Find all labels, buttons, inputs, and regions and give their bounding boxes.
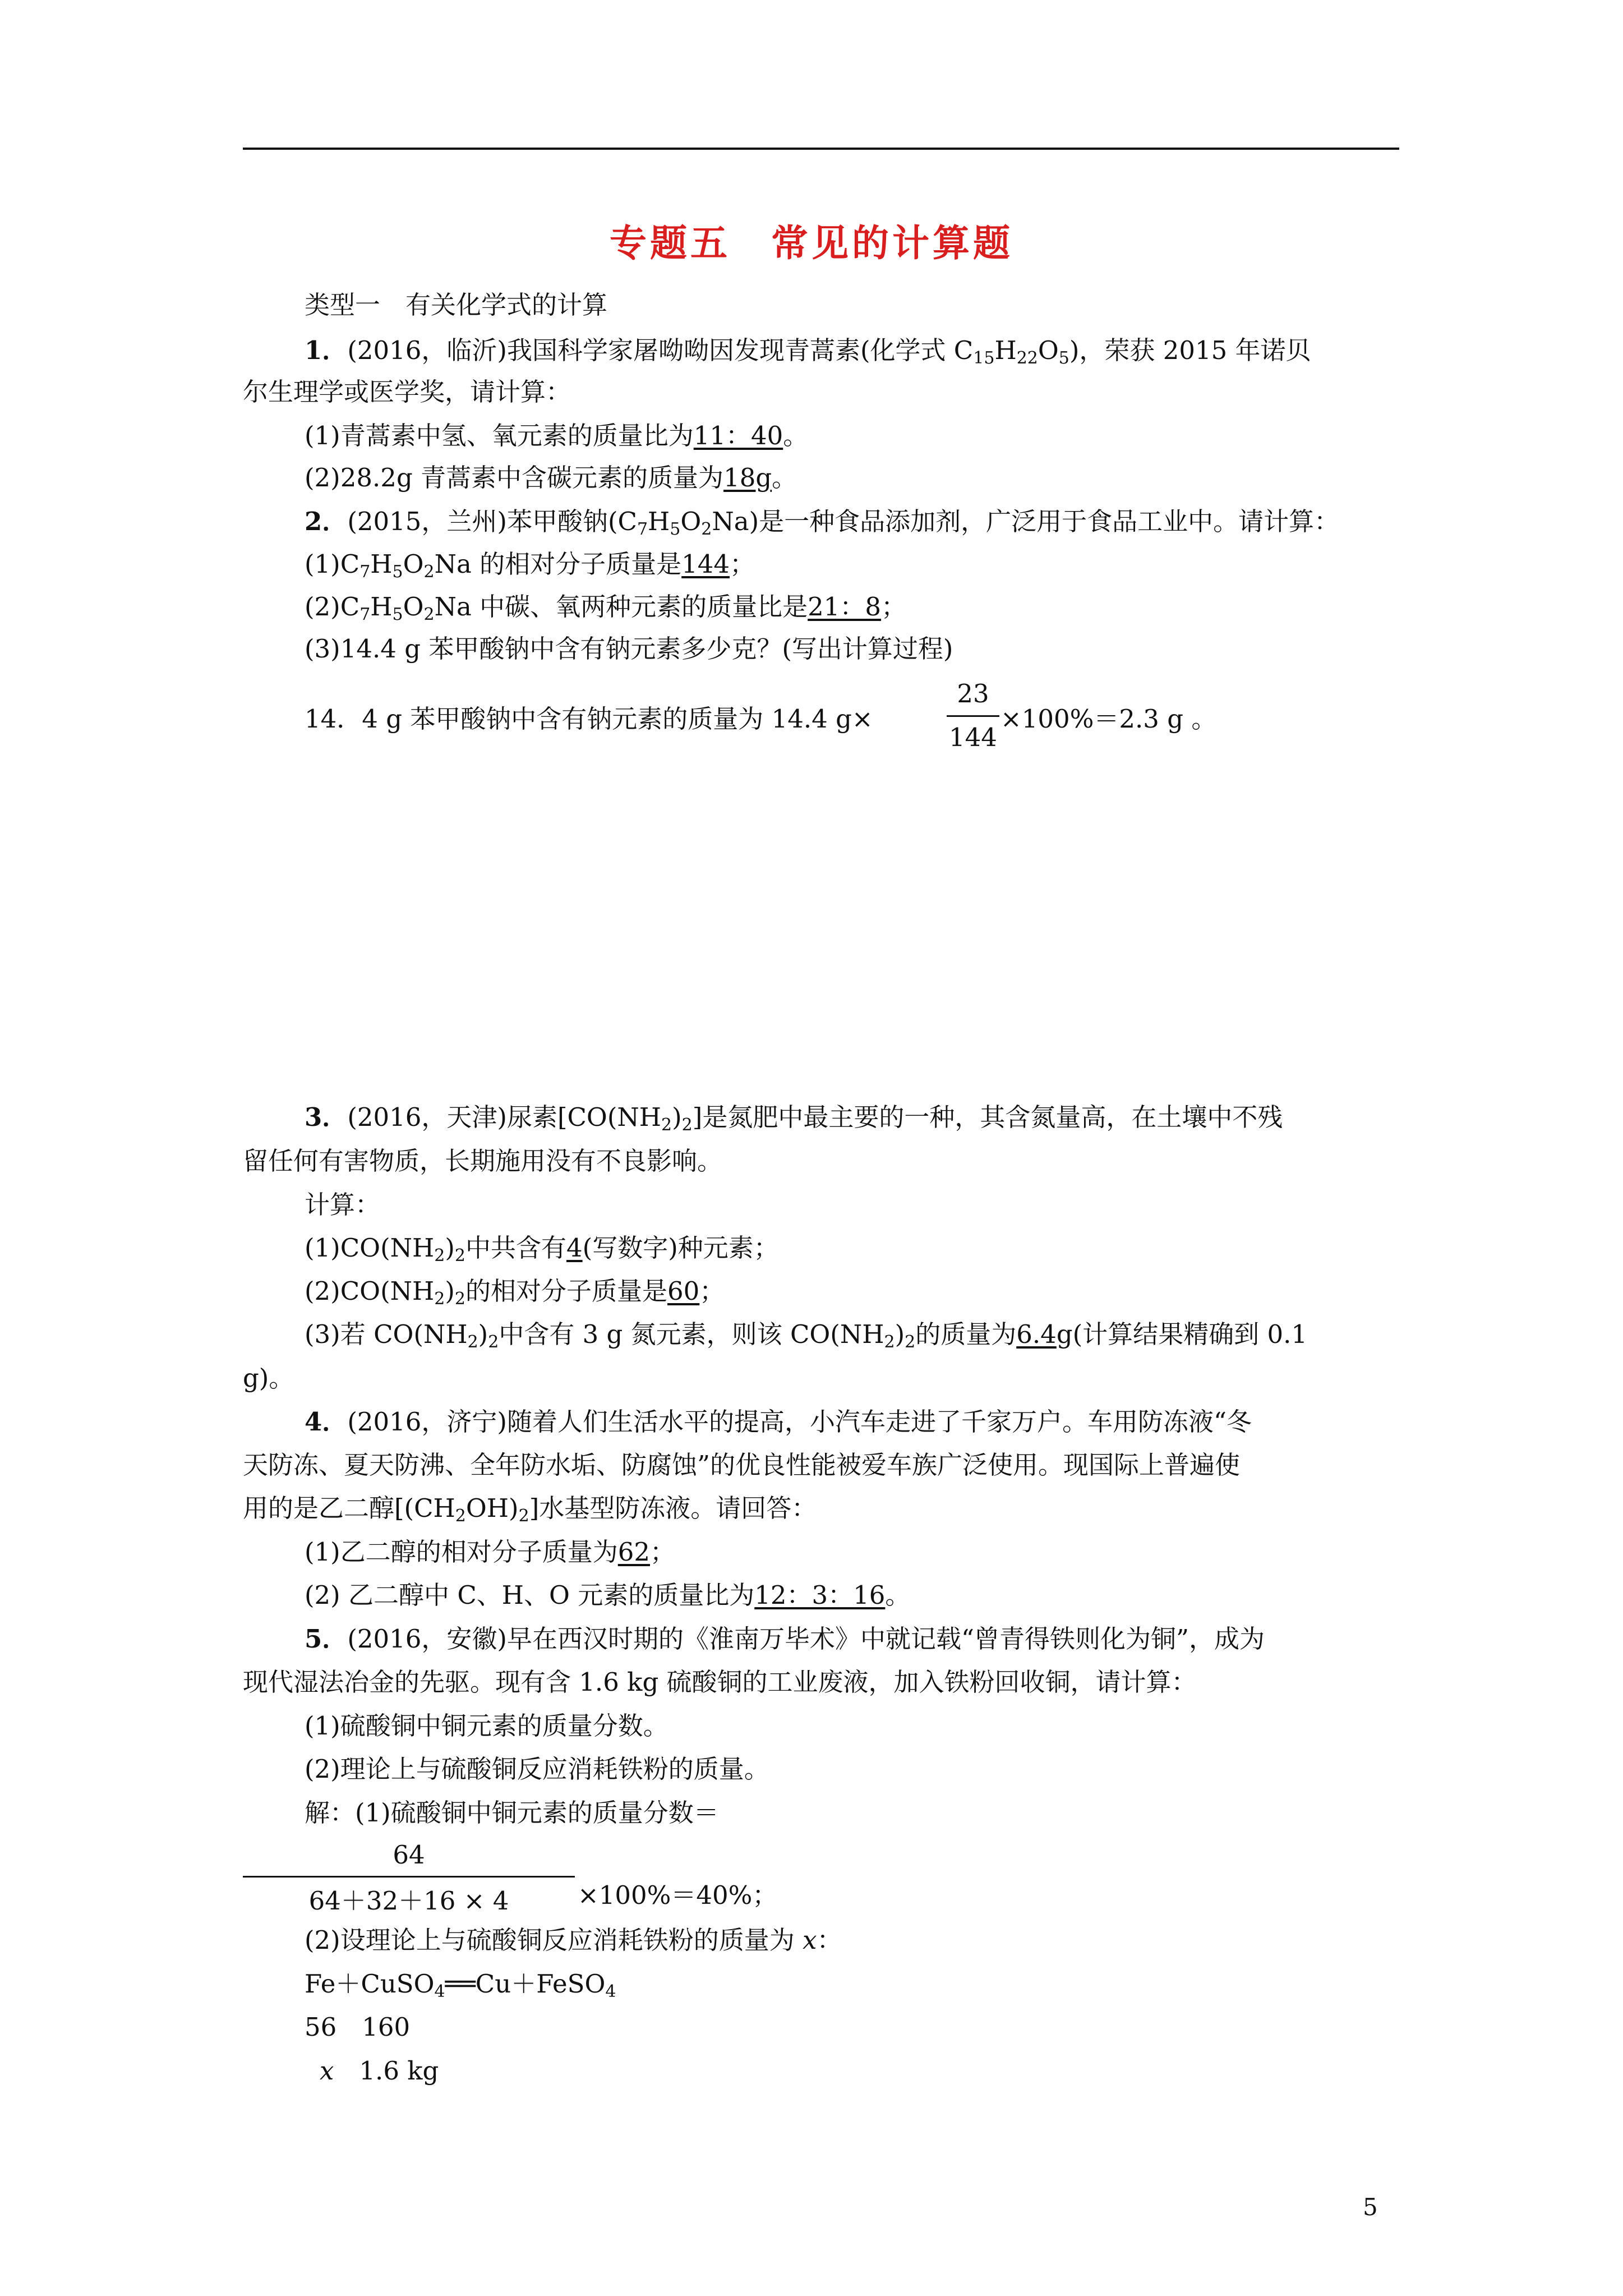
q4-stem-text: ]水基型防冻液。请回答： [529, 1493, 817, 1523]
q2-formula: O [680, 507, 702, 536]
q1-sub: 5 [1058, 348, 1069, 368]
q1-part1 [305, 421, 808, 451]
q2-sub: 2 [423, 605, 435, 624]
q3-sub: 2 [488, 1332, 499, 1352]
q5-frac-denominator: 64＋32＋16 × 4 [308, 1886, 509, 1916]
q2-formula: O [403, 592, 424, 622]
q3-stem-text: (2016，天津)尿素[CO(NH [347, 1102, 662, 1132]
q3-p3-label: (3)若 [305, 1319, 374, 1349]
q3-sub: 2 [454, 1246, 465, 1266]
q5-value-row [320, 2056, 439, 2086]
q3-part3-cont: g)。 [243, 1363, 294, 1393]
q3-p1-text: 中共含有 [465, 1233, 567, 1263]
q2-formula: C [340, 592, 360, 622]
q4-stem-text: (2016，济宁)随着人们生活水平的提高，小汽车走进了千家万户。车用防冻液“冬 [347, 1407, 1252, 1437]
q1-stem-text: (2016，临沂)我国科学家屠呦呦因发现青蒿素(化学式 C [347, 335, 974, 365]
q3-formula: ) [895, 1319, 905, 1349]
q3-sub: 2 [681, 1115, 693, 1135]
q2-frac-numerator: 23 [957, 679, 989, 708]
q3-sub: 2 [884, 1332, 895, 1352]
q5-stem [305, 1624, 1265, 1654]
q2-stem-text: (2015，兰州)苯甲酸钠(C [347, 507, 637, 536]
q1-p1-text: (1)青蒿素中氢、氧元素的质量比为 [305, 421, 694, 450]
q5-sub: 4 [605, 1982, 616, 2001]
q1-number: 1． [305, 335, 348, 365]
q3-formula: ) [478, 1319, 488, 1349]
q2-formula: C [340, 549, 360, 579]
q5-frac-numerator: 64 [393, 1840, 425, 1870]
q2-p2-label: (2) [305, 592, 340, 622]
q2-formula: H [370, 549, 393, 579]
q3-p1-end: (写数字)种元素； [582, 1233, 779, 1263]
q5-variable-x: x [320, 2056, 334, 2086]
q3-p2-end: ； [699, 1276, 725, 1306]
q1-stem-text: )，荣获 2015 年诺贝 [1069, 335, 1311, 365]
q4-number: 4． [305, 1407, 348, 1437]
q3-formula: CO(NH [340, 1233, 435, 1263]
q3-p2-label: (2) [305, 1276, 340, 1306]
q3-formula: ) [445, 1276, 455, 1306]
q3-p3-answer: 6.4 [1016, 1319, 1057, 1349]
section-heading: 类型一 有关化学式的计算 [305, 290, 608, 320]
q1-formula-h: H [994, 335, 1017, 365]
q5-value-text: 1.6 kg [334, 2056, 439, 2086]
q5-sol2-text: (2)设理论上与硫酸铜反应消耗铁粉的质量为 [305, 1925, 803, 1955]
q5-eq-text: Fe＋CuSO [305, 1969, 435, 1999]
q3-formula: ) [445, 1233, 455, 1263]
q3-sub: 2 [434, 1289, 445, 1309]
q5-variable-x: x [803, 1925, 817, 1955]
q2-sub: 5 [392, 562, 403, 582]
q4-stem-text: OH) [465, 1493, 519, 1523]
q2-p1-text: 的相对分子质量是 [471, 549, 682, 579]
q3-p3-text: 中含有 3 g 氮元素，则该 [499, 1319, 790, 1349]
q3-stem-text: ]是氮肥中最主要的一种，其含氮量高，在土壤中不残 [692, 1102, 1283, 1132]
header-rule [243, 148, 1399, 150]
q3-stem-text: ) [672, 1102, 682, 1132]
q2-formula: H [648, 507, 670, 536]
q5-equation [305, 1969, 616, 1999]
q2-part1 [305, 549, 755, 582]
q1-p2-text: (2)28.2g 青蒿素中含碳元素的质量为 [305, 463, 724, 493]
q1-stem [305, 335, 1311, 366]
q3-sub: 2 [454, 1289, 465, 1309]
q3-part3 [305, 1319, 1307, 1350]
q4-sub: 2 [455, 1506, 466, 1526]
q2-sub: 7 [359, 562, 371, 582]
q2-formula: H [370, 592, 393, 622]
q3-sub: 2 [467, 1332, 478, 1352]
q5-stem-text: (2016，安徽)早在西汉时期的《淮南万毕术》中就记载“曾青得铁则化为铜”，成为 [347, 1624, 1265, 1654]
q5-sol2-end: ： [817, 1925, 842, 1955]
q5-ratio-row: 56 160 [305, 2012, 411, 2042]
q3-calc-label: 计算： [305, 1190, 381, 1220]
q3-sub: 2 [661, 1115, 672, 1135]
q5-eq-text: ══Cu＋FeSO [445, 1969, 606, 1999]
q5-stem-cont: 现代湿法冶金的先驱。现有含 1.6 kg 硫酸铜的工业废液，加入铁粉回收铜，请计算： [243, 1667, 1197, 1697]
q4-p2-answer: 12：3：16 [754, 1580, 886, 1610]
q3-part2 [305, 1276, 725, 1309]
q4-p2-text: (2) 乙二醇中 C、H、O 元素的质量比为 [305, 1580, 755, 1610]
q1-sub: 22 [1016, 348, 1038, 368]
q3-formula: CO(NH [374, 1319, 468, 1349]
q1-formula-o: O [1038, 335, 1059, 365]
q2-p2-answer: 21：8 [808, 592, 882, 622]
q5-frac-result: ×100%＝40%； [578, 1880, 778, 1910]
q3-p3-text: 的质量为 [915, 1319, 1017, 1349]
q2-p1-end: ； [730, 549, 755, 579]
q5-solution-1: 解：(1)硫酸铜中铜元素的质量分数＝ [305, 1798, 719, 1828]
q2-p1-label: (1) [305, 549, 340, 579]
page-title: 专题五 常见的计算题 [610, 222, 1013, 265]
q2-sub: 5 [392, 605, 403, 624]
q2-solution: 14．4 g 苯甲酸钠中含有钠元素的质量为 14.4 g× [305, 704, 873, 734]
q1-stem-cont: 尔生理学或医学奖，请计算： [243, 377, 571, 407]
page-number: 5 [1363, 2193, 1378, 2221]
q2-stem-text: Na)是一种食品添加剂，广泛用于食品工业中。请计算： [712, 507, 1340, 536]
q1-p1-answer: 11：40 [693, 421, 783, 450]
q2-p2-end: ； [881, 592, 907, 622]
q4-p1-answer: 62 [617, 1537, 651, 1567]
q2-sub: 7 [637, 519, 648, 539]
q4-stem-cont2 [243, 1493, 817, 1524]
q3-p2-text: 的相对分子质量是 [465, 1276, 668, 1306]
q2-stem [305, 507, 1339, 537]
q4-sub: 2 [518, 1506, 529, 1526]
q1-sub: 15 [973, 348, 995, 368]
q3-p1-label: (1) [305, 1233, 340, 1263]
q5-fraction-bar [243, 1876, 575, 1878]
q3-stem-cont: 留任何有害物质，长期施用没有不良影响。 [243, 1146, 723, 1176]
q2-part2 [305, 592, 906, 622]
q2-formula: Na [434, 592, 472, 622]
q2-solution-result: ×100%＝2.3 g 。 [1000, 704, 1217, 734]
q3-p3-end: g(计算结果精确到 0.1 [1056, 1319, 1308, 1349]
q4-part2 [305, 1580, 910, 1611]
q2-sub: 7 [359, 605, 371, 624]
q2-sub: 5 [670, 519, 681, 539]
q4-p2-end: 。 [885, 1580, 911, 1610]
q1-p2-answer: 18g [723, 463, 772, 493]
q2-part3: (3)14.4 g 苯甲酸钠中含有钠元素多少克？(写出计算过程) [305, 634, 953, 664]
q2-p1-answer: 144 [681, 549, 730, 579]
q3-formula: CO(NH [790, 1319, 884, 1349]
q4-part1 [305, 1537, 675, 1567]
q4-p1-end: ； [650, 1537, 676, 1567]
q2-p2-text: 中碳、氧两种元素的质量比是 [471, 592, 808, 622]
q3-stem [305, 1102, 1283, 1133]
q5-sub: 4 [434, 1982, 445, 2001]
q3-p1-answer: 4 [566, 1233, 583, 1263]
q3-formula: CO(NH [340, 1276, 435, 1306]
q5-part1: (1)硫酸铜中铜元素的质量分数。 [305, 1711, 668, 1741]
q5-number: 5． [305, 1624, 348, 1654]
q2-formula: Na [434, 549, 472, 579]
q5-part2: (2)理论上与硫酸铜反应消耗铁粉的质量。 [305, 1754, 769, 1784]
q1-part2 [305, 463, 797, 493]
q3-number: 3． [305, 1102, 348, 1132]
q3-p2-answer: 60 [667, 1276, 700, 1306]
q2-formula: O [403, 549, 424, 579]
q2-sub: 2 [701, 519, 712, 539]
q3-sub: 2 [434, 1246, 445, 1266]
q3-part1 [305, 1233, 779, 1266]
q2-sub: 2 [423, 562, 435, 582]
q4-stem-cont: 天防冻、夏天防沸、全年防水垢、防腐蚀”的优良性能被爱车族广泛使用。现国际上普遍使 [243, 1450, 1241, 1480]
q1-p1-end: 。 [783, 421, 809, 450]
q5-solution-2 [305, 1925, 842, 1955]
q2-fraction-bar [947, 715, 999, 717]
q2-frac-denominator: 144 [949, 723, 997, 752]
q1-p2-end: 。 [772, 463, 797, 493]
q4-stem-text: 用的是乙二醇[(CH [243, 1493, 455, 1523]
q2-number: 2． [305, 507, 348, 536]
q3-sub: 2 [905, 1332, 916, 1352]
q4-p1-text: (1)乙二醇的相对分子质量为 [305, 1537, 618, 1567]
q4-stem [305, 1407, 1252, 1437]
